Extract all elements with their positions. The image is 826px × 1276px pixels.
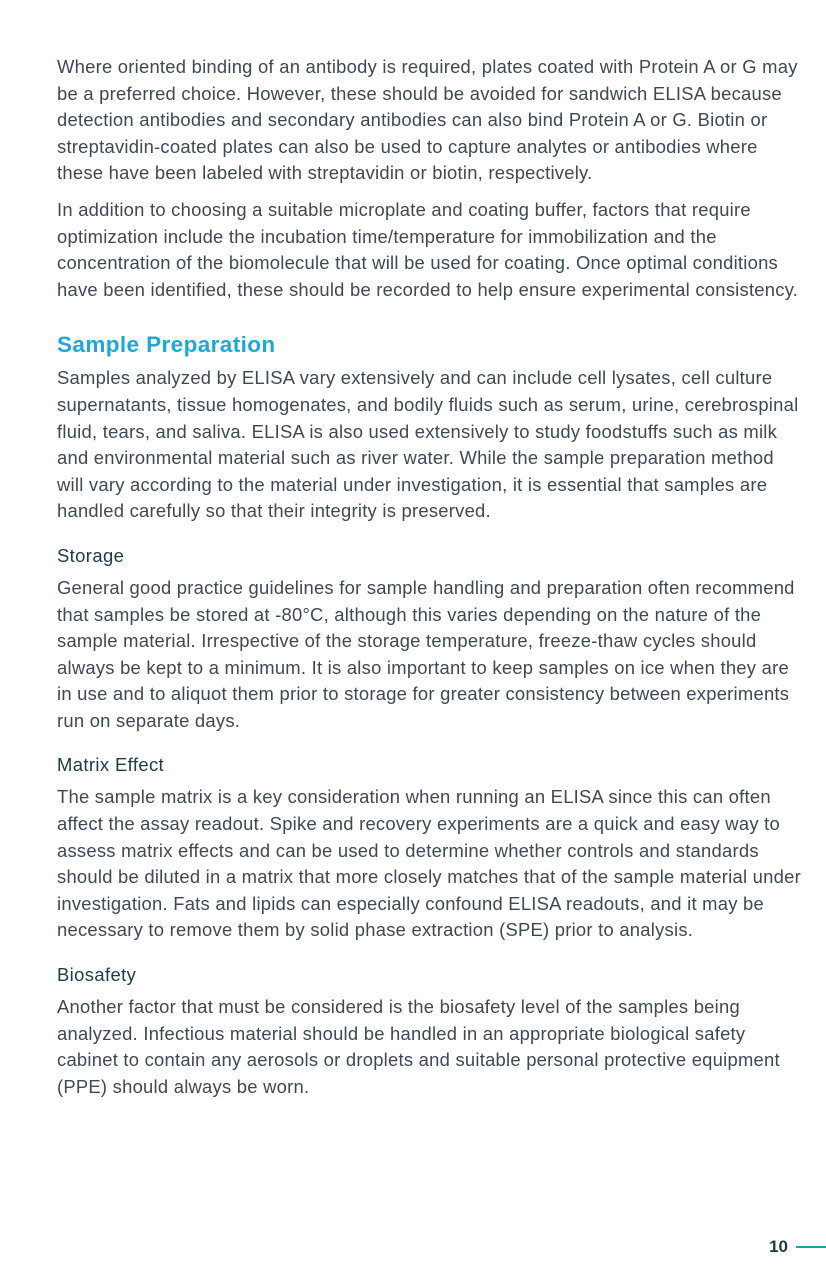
intro-paragraph-2: In addition to choosing a suitable microplate and coating buffer, factors that require optimization include the incubation time/temperature for immobilization and the concentration of the biomolecule that will be used for coating. Once optimal conditions have been identified, these should be recorded to help ensure experimental consistency. xyxy=(57,198,799,300)
page-number: 10 xyxy=(769,1237,788,1256)
subheading-biosafety: Biosafety xyxy=(57,964,137,986)
storage-paragraph: General good practice guidelines for sample handling and preparation often recommend that samples be stored at -80°C, although this varies depending on the nature of the sample material. Irrespective of the storage temperature, freeze-thaw cycles should always be kept to a minimum. It is also important to keep samples on ice when they are in use and to aliquot them prior to storage for greater consistency between experiments run on separate days. xyxy=(57,576,795,731)
page-footer xyxy=(769,1234,826,1260)
section-heading-sample-preparation: Sample Preparation xyxy=(57,332,276,358)
intro-paragraph-1: Where oriented binding of an antibody is required, plates coated with Protein A or G may be a preferred choice. However, these should be avoided for sandwich ELISA because detection antibodies and secondary antibodies can also bind Protein A or G. Biotin or streptavidin-coated plates can also be used to capture analytes or antibodies where these have been labeled with streptavidin or biotin, respectively. xyxy=(57,56,798,184)
subheading-storage: Storage xyxy=(57,544,125,566)
footer-accent-rule xyxy=(796,1246,826,1248)
sample-preparation-paragraph: Samples analyzed by ELISA vary extensively and can include cell lysates, cell culture supernatants, tissue homogenates, and bodily fluids such as serum, urine, cerebrospinal fluid, tears, and saliva. ELISA is also used extensively to study foodstuffs such as milk and environmental material such as river water. While the sample preparation method will vary according to the material under investigation, it is essential that samples are handled carefully so that their integrity is preserved. xyxy=(57,367,799,522)
biosafety-paragraph: Another factor that must be considered is the biosafety level of the samples being analyzed. Infectious material should be handled in an appropriate biological safety cabinet to contain any aerosols or droplets and suitable personal protective equipment (PPE) should always be worn. xyxy=(57,996,780,1097)
subheading-matrix-effect: Matrix Effect xyxy=(57,754,165,776)
matrix-effect-paragraph: The sample matrix is a key consideration when running an ELISA since this can often affect the assay readout. Spike and recovery experiments are a quick and easy way to assess matrix effects and can be used to determine whether controls and standards should be diluted in a matrix that more closely matches that of the sample material under investigation. Fats and lipids can especially confound ELISA readouts, and it may be necessary to remove them by solid phase extraction (SPE) prior to analysis. xyxy=(57,786,801,941)
document-page xyxy=(57,54,802,1110)
